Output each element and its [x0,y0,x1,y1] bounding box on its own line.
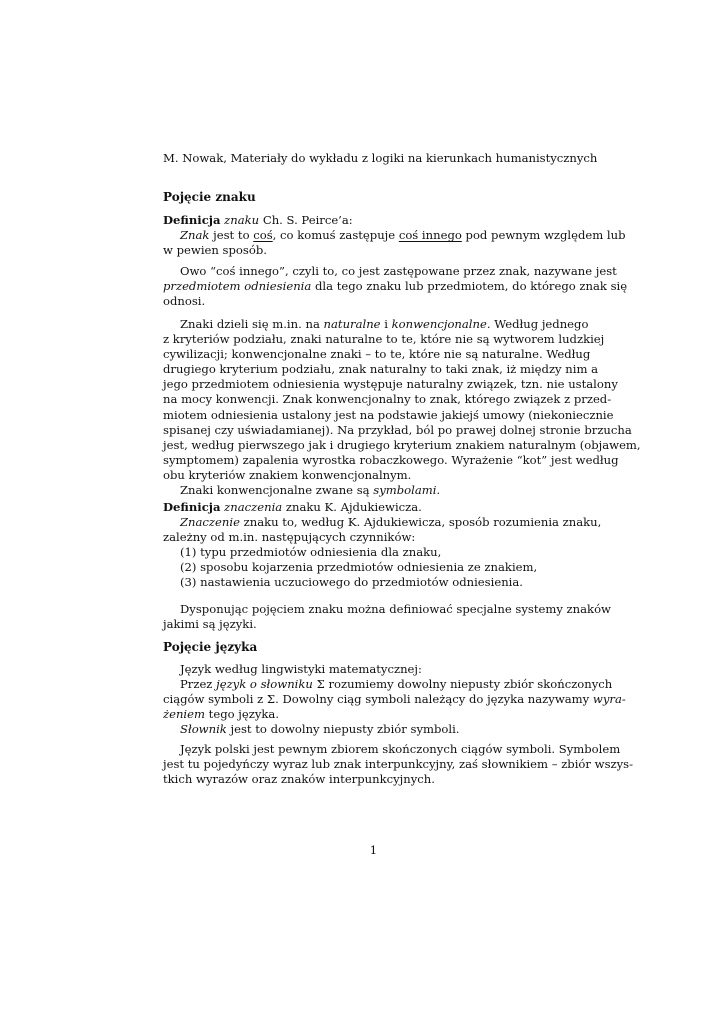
term-symbolami: symbolami. [373,483,441,498]
text: Σ rozumiemy dowolny niepusty zbiór skończonych [312,677,613,692]
text: jest to dowolny niepusty zbiór symboli. [226,722,460,737]
section-title-language: Pojęcie języka [163,640,258,654]
text-line: jakimi są języki. [163,617,257,632]
text: , co komuś zastępuje [272,228,399,243]
underlined-cos: coś [253,228,273,243]
text-line: miotem odniesienia ustalony jest na podstawie jakiejś umowy (niekoniecznie [163,407,614,422]
definition-label: Definicja [163,213,221,227]
term-przedmiot-odniesienia: przedmiotem odniesienia [163,279,312,294]
text-line: Dysponując pojęciem znaku można definiować specjalne systemy znaków [180,602,611,616]
text: Według jednego [490,317,589,331]
text: dla tego znaku lub przedmiotem, do którego znak się [311,279,628,294]
text: pod pewnym względem lub [461,228,626,243]
text: i [380,317,392,331]
text: Znaki konwencjonalne zwane są [180,483,374,498]
term-jezyk-o-slowniku: język o słowniku [216,677,313,692]
text-line: na mocy konwencji. Znak konwencjonalny to znak, którego związek z przed- [163,392,612,407]
definition-label: Definicja [163,500,221,514]
text-line: Język polski jest pewnym zbiorem skończonych ciągów symboli. Symbolem [180,742,621,756]
list-item: (1) typu przedmiotów odniesienia dla znaku, [180,545,442,560]
definition-source: znaku K. Ajdukiewicza. [282,500,422,514]
underlined-cos-innego: coś innego [398,228,462,243]
text-line: jest tu pojedyńczy wyraz lub znak interpunkcyjny, zaś słownikiem – zbiór wszys- [163,757,634,772]
paragraph-dysponujac [163,602,611,632]
text-line: zależny od m.in. następujących czynników: [163,530,416,545]
running-header: M. Nowak, Materiały do wykładu z logiki na kierunkach humanistycznych [163,151,598,165]
text: Znaki dzieli się m.in. na [180,317,324,331]
text-line: Język według lingwistyki matematycznej: [180,662,422,676]
page-number: 1 [369,843,378,857]
paragraph-polski [163,742,634,787]
term-konwencjonalne: konwencjonalne. [391,317,491,331]
paragraph-jezyk [163,662,626,737]
text-line: Owo “coś innego”, czyli to, co jest zastępowane przez znak, nazywane jest [180,264,617,278]
text-line: symptomem) zapalenia wyrostka robaczkowego. Wyrażenie “kot” jest według [163,452,619,467]
text: tego języka. [205,707,280,722]
text-line: z kryteriów podziału, znaki naturalne to te, które nie są wytworem ludzkiej [163,332,605,347]
text-line: odnosi. [163,294,206,309]
text: Przez [180,677,217,692]
text-line: cywilizacji; konwencjonalne znaki – to te, które nie są naturalne. Według [163,347,591,362]
text-line: w pewien sposób. [163,243,267,258]
text: znaku to, według K. Ajdukiewicza, sposób rozumienia znaku, [239,515,602,530]
section-title-sign: Pojęcie znaku [163,190,256,204]
text-line: jego przedmiotem odniesienia występuje naturalny związek, tzn. nie ustalony [163,377,618,392]
term-slownik: Słownik [180,722,227,737]
term-wyrazeniem-cont: żeniem [163,707,205,722]
paragraph-owo [163,264,628,309]
definition-term: znaczenia [224,500,283,514]
list-item: (2) sposobu kojarzenia przedmiotów odniesienia ze znakiem, [180,560,538,575]
term-naturalne: naturalne [323,317,381,331]
definition-ajdukiewicz [163,500,602,591]
definition-term: znaku [224,213,260,227]
list-item: (3) nastawienia uczuciowego do przedmiotów odniesienia. [180,575,523,590]
text-line: tkich wyrazów oraz znaków interpunkcyjnych. [163,772,435,787]
term-znaczenie: Znaczenie [180,515,240,530]
text-line: drugiego kryterium podziału, znak naturalny to taki znak, iż między nim a [163,362,599,377]
text-line: obu kryteriów znakiem konwencjonalnym. [163,467,412,482]
term-wyrazeniem: wyra- [592,692,626,707]
definition-source: Ch. S. Peirce’a: [259,213,353,227]
term-znak: Znak [180,228,210,243]
paragraph-znaki [163,317,641,498]
text-line: jest, według pierwszego jak i drugiego kryterium znakiem naturalnym (objawem, [163,437,641,452]
text-line: spisanej czy uświadamianej). Na przykład, ból po prawej dolnej stronie brzucha [163,422,632,437]
text: jest to [209,228,254,243]
definition-peirce [163,213,626,258]
text: ciągów symboli z Σ. Dowolny ciąg symboli należący do języka nazywamy [163,692,593,707]
